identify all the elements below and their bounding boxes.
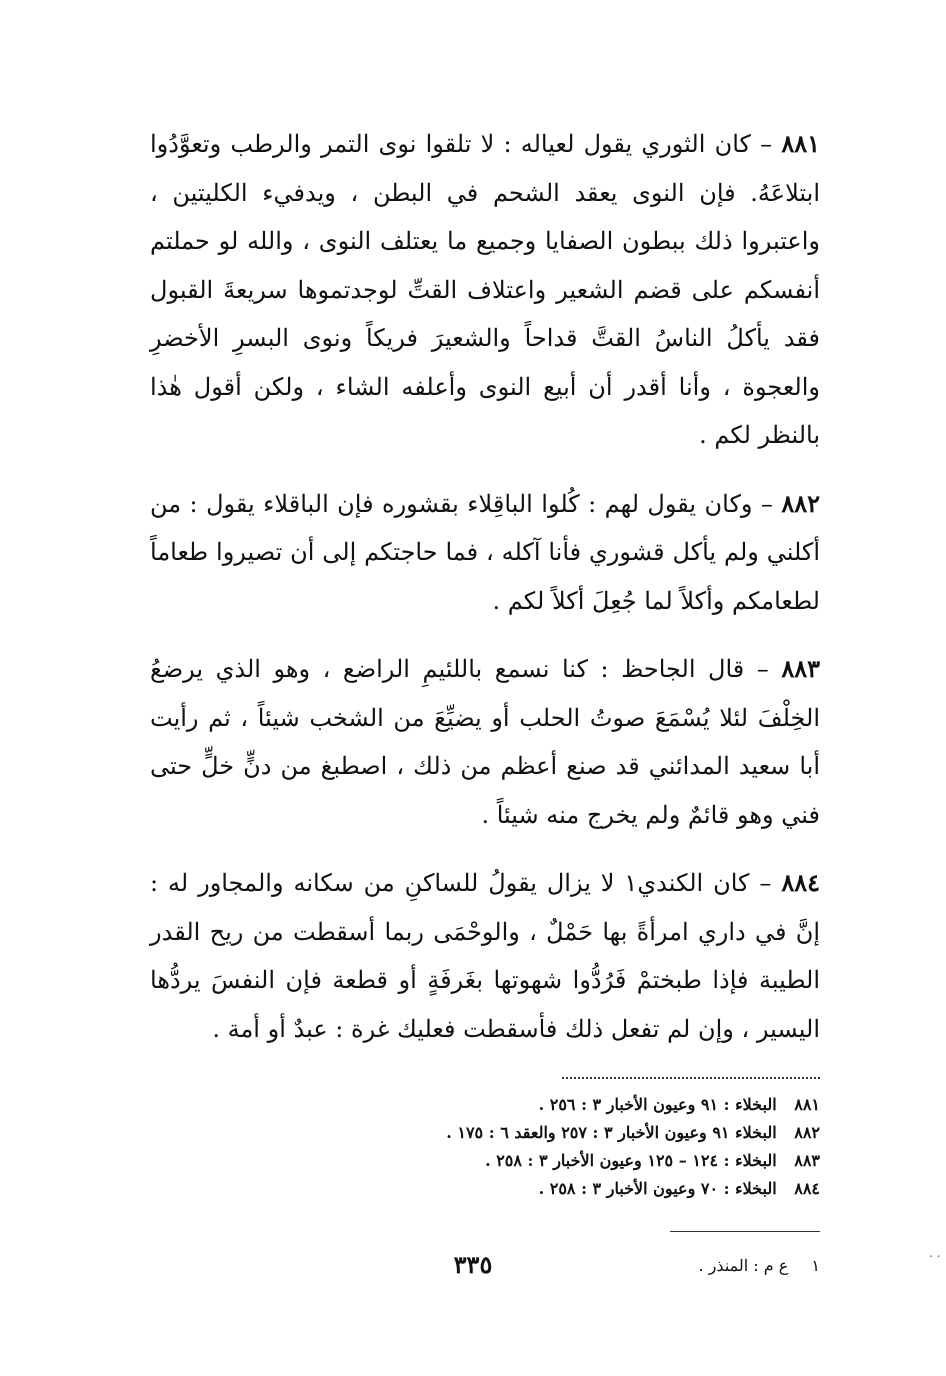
text-line: ذلك فأسقطت فعليك غرة : عبدٌ أو أمة . xyxy=(212,1014,604,1043)
text-line: وأكلاً لما جُعِلَ أكلاً لكم . xyxy=(492,586,725,615)
source-text: البخلاء ٩١ وعيون الأخبار ٣ : ٢٥٧ والعقد ٦ : ١٧٥ . xyxy=(446,1123,777,1142)
text-line: – وكان يقول لهم : كُلوا الباقِلاء بقشوره فإن الباقلاء يقول : من xyxy=(150,489,773,518)
source-number: ٨٨١ xyxy=(794,1095,820,1114)
text-line: – قال الجاحظ : كنا نسمع باللئيمِ الراضع ، وهو الذي يرضعُ xyxy=(150,655,769,683)
source-entry xyxy=(150,1147,820,1175)
paragraph-number: ٨٨٤ xyxy=(781,868,820,897)
footnote-rule xyxy=(670,1231,820,1232)
paragraph-883 xyxy=(150,645,820,839)
source-number: ٨٨٤ xyxy=(794,1179,820,1198)
paragraph-882 xyxy=(150,480,820,626)
paragraph-number: ٨٨٣ xyxy=(781,654,820,683)
source-entry xyxy=(150,1119,820,1147)
source-entry xyxy=(150,1091,820,1119)
footnote-text: ع م : المنذر . xyxy=(698,1256,789,1275)
footnote-number: ١ xyxy=(811,1256,820,1275)
source-text: البخلاء : ١٢٤ – ١٢٥ وعيون الأخبار ٣ : ٢٥٨ . xyxy=(485,1151,777,1170)
dotted-separator xyxy=(562,1077,820,1079)
text-line: الخِلْفَ لئلا يُسْمَعَ صوتُ الحلب أو يضيِّعَ من الشخب شيئاً ، ثم رأيت أبا xyxy=(150,703,820,780)
text-line: الشاء ، ولكن أقول هٰذا بالنظر لكم . xyxy=(150,372,820,449)
text-line: – كان الثوري يقول لعياله : لا تلقوا نوى التمر والرطب وتعوَّدُوا xyxy=(150,130,773,158)
paragraph-884 xyxy=(150,859,820,1053)
text-line: ببطون الصفايا وجميع ما يعتلف النوى ، والله لو حملتم أنفسكم على قضم xyxy=(150,227,820,304)
paragraph-number: ٨٨٢ xyxy=(781,488,820,518)
page-number: ٣٣٥ xyxy=(453,1250,493,1279)
text-line: أكلني ولم يأكل قشوري فأنا آكله ، فما حاجتكم إلى أن تصيروا طعاماً لطعامكم xyxy=(150,538,820,615)
source-number: ٨٨٢ xyxy=(794,1123,820,1142)
source-entry xyxy=(150,1175,820,1203)
page-body xyxy=(150,120,820,1278)
sources-list xyxy=(150,1091,820,1203)
text-line: ابتلاعَهُ. فإن النوى يعقد الشحم في البطن ، ويدفيء الكليتين ، واعتبروا ذلك xyxy=(150,178,821,255)
source-number: ٨٨٣ xyxy=(794,1151,820,1170)
text-line: إنَّ في داري امرأةً بها حَمْلٌ ، والوحْمَى ربما أسقطت من ريح القدر الطيبة فإذا xyxy=(150,917,820,994)
text-line: والشعيرَ فريكاً ونوى البسرِ الأخضرِ والعجوة ، وأنا أقدر أن أبيع النوى وأعلفه xyxy=(150,324,820,401)
paragraph-number: ٨٨١ xyxy=(781,129,820,158)
paragraph-881 xyxy=(150,120,820,460)
text-line: سعيد المدائني قد صنع أعظم من ذلك ، اصطبغ من دنٍّ خلٍّ حتى فني وهو xyxy=(150,752,820,829)
text-line: قائمٌ ولم يخرج منه شيئاً . xyxy=(481,800,730,829)
source-text: البخلاء : ٧٠ وعيون الأخبار ٣ : ٢٥٨ . xyxy=(538,1179,777,1198)
text-line: – كان الكندي١ لا يزال يقولُ للساكنِ من سكانه والمجاور له : xyxy=(150,869,772,897)
text-line: طبختمْ فَرُدُّوا شهوتها بغَرفَةٍ أو قطعة فإن النفسَ يردُّها اليسير ، وإن لم تفعل xyxy=(150,966,820,1043)
edge-mark: . . xyxy=(929,1246,941,1260)
source-text: البخلاء : ٩١ وعيون الأخبار ٣ : ٢٥٦ . xyxy=(538,1095,777,1114)
text-line: الشعير واعتلاف القتِّ لوجدتموها سريعةَ القبول فقد يأكلُ الناسُ القتَّ قداحاً xyxy=(150,275,821,352)
